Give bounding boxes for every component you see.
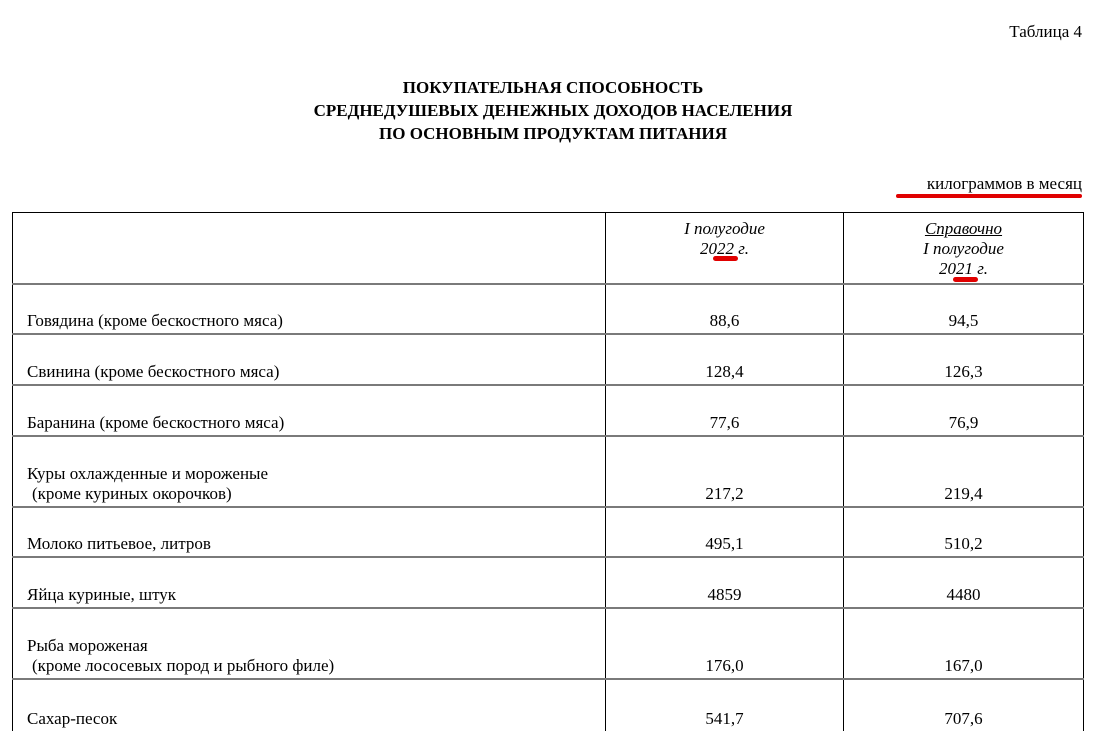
header-2021-reference xyxy=(844,213,1084,285)
title-line-3: ПО ОСНОВНЫМ ПРОДУКТАМ ПИТАНИЯ xyxy=(379,124,727,143)
title-line-1: ПОКУПАТЕЛЬНАЯ СПОСОБНОСТЬ xyxy=(402,78,704,97)
row-label: Свинина (кроме бескостного мяса) xyxy=(13,334,606,385)
header-2021-year: 2021 г. xyxy=(939,259,988,278)
row-label: Говядина (кроме бескостного мяса) xyxy=(13,284,606,334)
value-2021: 707,6 xyxy=(844,679,1084,731)
table-header-row xyxy=(13,213,1084,285)
header-2022-period: I полугодие xyxy=(684,219,765,238)
purchasing-power-table xyxy=(12,212,1084,731)
units-red-underline-mark xyxy=(896,194,1082,198)
value-2021: 76,9 xyxy=(844,385,1084,436)
header-product xyxy=(13,213,606,285)
table-row xyxy=(13,507,1084,557)
value-2021: 4480 xyxy=(844,557,1084,608)
table-row xyxy=(13,334,1084,385)
value-2022: 495,1 xyxy=(606,507,844,557)
row-label: Рыба мороженая (кроме лососевых пород и рыбного филе) xyxy=(13,608,606,679)
value-2021: 219,4 xyxy=(844,436,1084,507)
value-2022: 217,2 xyxy=(606,436,844,507)
row-label: Баранина (кроме бескостного мяса) xyxy=(13,385,606,436)
document-title xyxy=(0,76,1094,145)
value-2022: 541,7 xyxy=(606,679,844,731)
value-2021: 510,2 xyxy=(844,507,1084,557)
value-2022: 128,4 xyxy=(606,334,844,385)
value-2022: 176,0 xyxy=(606,608,844,679)
header-2022 xyxy=(606,213,844,285)
header-2022-year: 2022 г. xyxy=(700,239,749,258)
header-2021-period: I полугодие xyxy=(923,239,1004,258)
table-row xyxy=(13,608,1084,679)
row-label: Яйца куриные, штук xyxy=(13,557,606,608)
value-2022: 77,6 xyxy=(606,385,844,436)
row-label: Молоко питьевое, литров xyxy=(13,507,606,557)
value-2022: 4859 xyxy=(606,557,844,608)
row-label: Сахар-песок xyxy=(13,679,606,731)
table-row xyxy=(13,284,1084,334)
units-label: килограммов в месяц xyxy=(926,174,1082,193)
table-row xyxy=(13,679,1084,731)
table-row xyxy=(13,557,1084,608)
value-2021: 167,0 xyxy=(844,608,1084,679)
title-line-2: СРЕДНЕДУШЕВЫХ ДЕНЕЖНЫХ ДОХОДОВ НАСЕЛЕНИЯ xyxy=(313,101,793,120)
value-2022: 88,6 xyxy=(606,284,844,334)
row-label: Куры охлажденные и мороженые (кроме куриных окорочков) xyxy=(13,436,606,507)
header-reference-label: Справочно xyxy=(924,219,1003,238)
value-2021: 94,5 xyxy=(844,284,1084,334)
table-row xyxy=(13,436,1084,507)
table-number: Таблица 4 xyxy=(1009,22,1082,41)
value-2021: 126,3 xyxy=(844,334,1084,385)
table-row xyxy=(13,385,1084,436)
